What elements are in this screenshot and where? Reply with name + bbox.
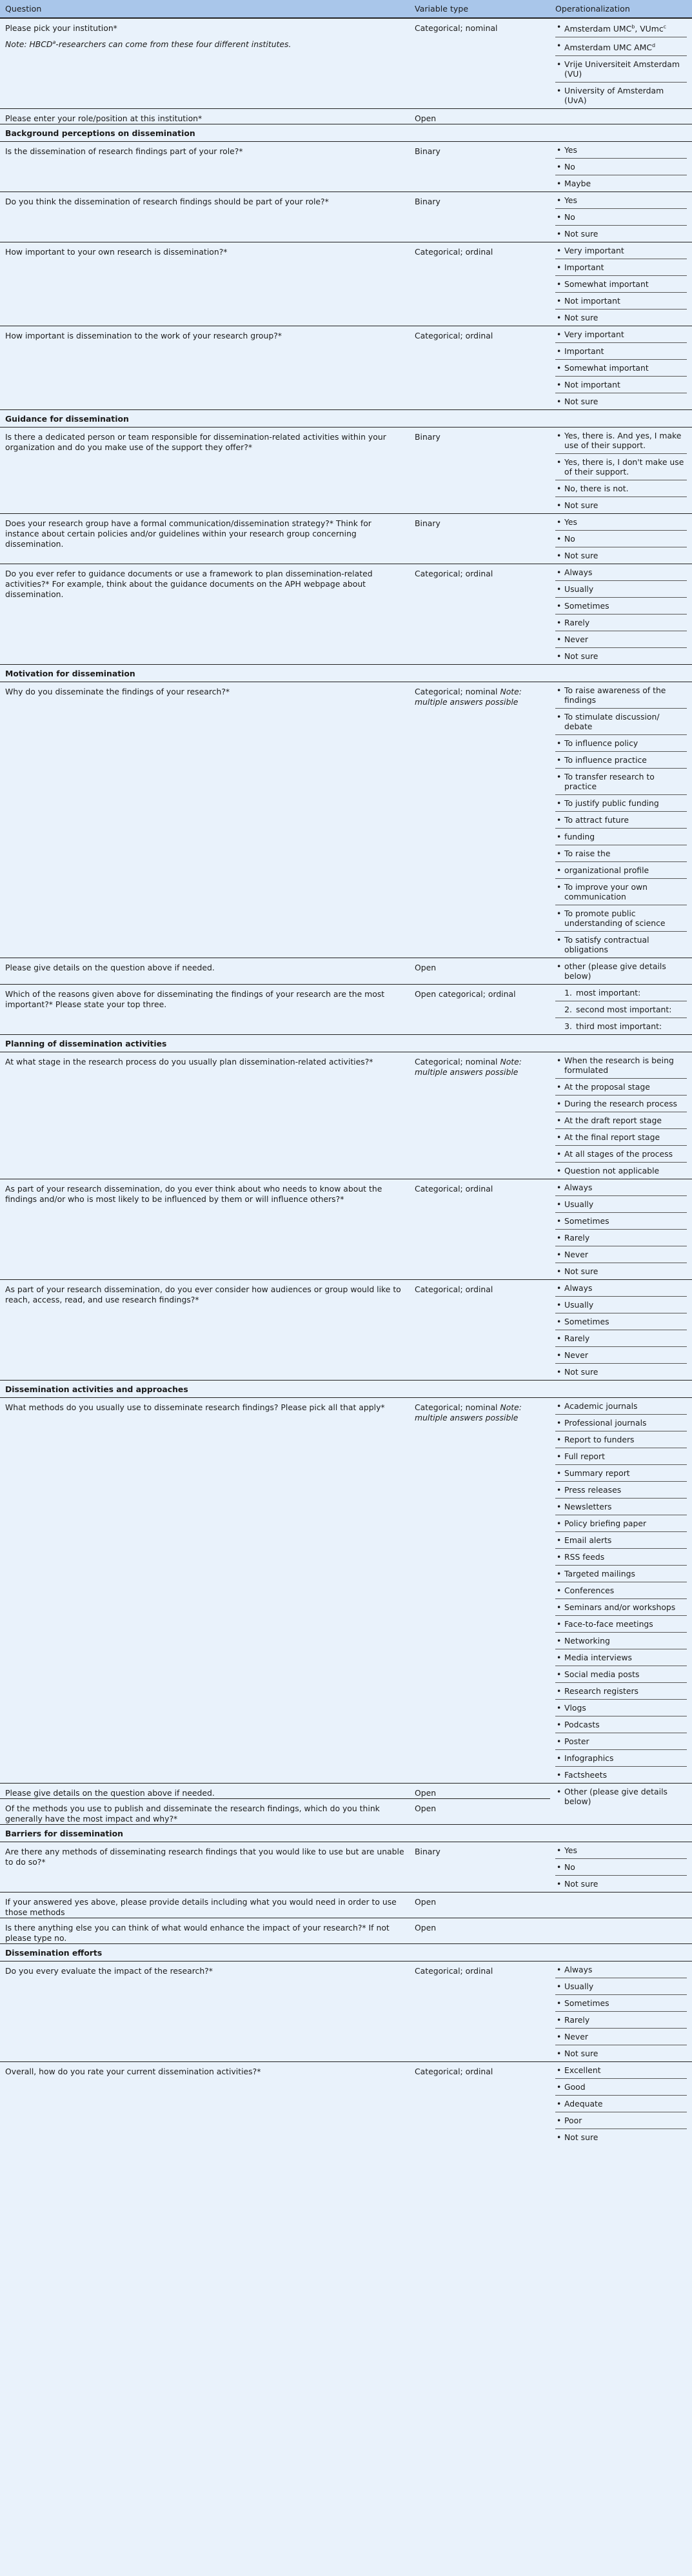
option-item: • Not sure [555, 2129, 687, 2145]
question-cell [0, 1052, 410, 1179]
variable-type-cell: Open [410, 1893, 550, 1918]
question-row [0, 326, 692, 410]
operationalization-cell [550, 1179, 692, 1280]
question-row [0, 1893, 692, 1918]
option-item: • Social media posts [555, 1666, 687, 1683]
section-title: Background perceptions on dissemination [0, 124, 692, 142]
question-cell [0, 1799, 410, 1825]
question-cell [0, 18, 410, 109]
operationalization-cell [550, 1893, 692, 1918]
operationalization-cell [550, 1961, 692, 2062]
option-item: • Not sure [555, 497, 687, 513]
option-item: • Yes, there is, I don't make use of their support. [555, 454, 687, 480]
option-item: • To raise the [555, 845, 687, 862]
variable-type-note: Note: multiple answers possible [415, 1057, 522, 1077]
question-cell [0, 1784, 410, 1799]
question-text: At what stage in the research process do you usually plan dissemination-related activities?* [5, 1057, 373, 1067]
operationalization-cell [550, 109, 692, 124]
option-item: • Not sure [555, 547, 687, 564]
variable-type-cell: Categorical; nominal Note: multiple answers possible [410, 1398, 550, 1784]
question-text: Is there a dedicated person or team responsible for dissemination-related activities within your organization and do you make use of the support they offer?* [5, 432, 386, 453]
operationalization-cell [550, 564, 692, 665]
variable-type-cell: Binary [410, 1842, 550, 1893]
operationalization-cell [550, 985, 692, 1035]
option-item: • Face-to-face meetings [555, 1616, 687, 1633]
section-header-row [0, 1035, 692, 1052]
question-cell [0, 428, 410, 514]
option-item: • To influence policy [555, 735, 687, 752]
option-item: • Rarely [555, 2012, 687, 2029]
operationalization-cell [550, 1842, 692, 1893]
header-variable-type: Variable type [410, 0, 550, 18]
option-list [555, 564, 687, 664]
variable-type-cell: Binary [410, 428, 550, 514]
variable-type-cell: Open [410, 1799, 550, 1825]
section-title: Dissemination efforts [0, 1944, 692, 1961]
option-item: • Maybe [555, 175, 687, 192]
question-row [0, 2062, 692, 2146]
option-item: • Good [555, 2079, 687, 2096]
option-item: • Not sure [555, 310, 687, 326]
option-item: • Not sure [555, 1876, 687, 1892]
question-cell [0, 1179, 410, 1280]
option-item: • Podcasts [555, 1716, 687, 1733]
question-cell [0, 1918, 410, 1944]
option-item: • Adequate [555, 2096, 687, 2112]
option-item: • Very important [555, 326, 687, 343]
operationalization-cell [550, 1918, 692, 1944]
question-cell [0, 985, 410, 1035]
option-item: • Never [555, 1246, 687, 1263]
option-item: • Always [555, 1179, 687, 1196]
operationalization-cell [550, 1784, 692, 1825]
question-text: Are there any methods of disseminating research findings that you would like to use but are unable to do so?* [5, 1847, 404, 1867]
option-list [555, 19, 687, 108]
option-item: • To promote public understanding of science [555, 905, 687, 932]
option-item: • Usually [555, 581, 687, 598]
question-text: Which of the reasons given above for disseminating the findings of your research are the most important?* Please state your top three. [5, 989, 385, 1010]
section-header-row [0, 1825, 692, 1842]
question-text: If your answered yes above, please provide details including what you would need in order to use those methods [5, 1897, 397, 1918]
operationalization-cell [550, 958, 692, 985]
variable-type-cell: Categorical; nominal Note: multiple answers possible [410, 682, 550, 958]
question-text: As part of your research dissemination, do you ever think about who needs to know about the findings and/or who is most likely to be influenced by them or will influence others?* [5, 1184, 382, 1204]
section-header-row [0, 410, 692, 428]
question-row [0, 1918, 692, 1944]
variable-type-cell: Binary [410, 514, 550, 564]
section-title: Motivation for dissemination [0, 665, 692, 682]
option-item: • No [555, 1859, 687, 1876]
option-item: • University of Amsterdam (UvA) [555, 83, 687, 108]
section-header-row [0, 1381, 692, 1398]
operationalization-cell [550, 1052, 692, 1179]
question-cell [0, 326, 410, 410]
variable-type-cell: Categorical; ordinal [410, 564, 550, 665]
option-item: • Never [555, 2029, 687, 2045]
option-item: • Newsletters [555, 1499, 687, 1515]
option-item: • Somewhat important [555, 360, 687, 377]
option-item: • Usually [555, 1196, 687, 1213]
option-item: • To attract future [555, 812, 687, 829]
option-item: • Rarely [555, 1330, 687, 1347]
option-item: • Sometimes [555, 1313, 687, 1330]
option-item: • Targeted mailings [555, 1566, 687, 1582]
option-list [555, 1784, 687, 1809]
question-row [0, 1961, 692, 2062]
option-item: • Not important [555, 377, 687, 393]
option-item: • Always [555, 1280, 687, 1297]
option-item: • organizational profile [555, 862, 687, 879]
operationalization-cell [550, 1398, 692, 1784]
option-item: • Sometimes [555, 1995, 687, 2012]
variable-type-cell: Categorical; ordinal [410, 242, 550, 326]
option-list [555, 985, 687, 1034]
option-item: • To stimulate discussion/ debate [555, 709, 687, 735]
option-list [555, 958, 687, 984]
question-text: Please enter your role/position at this institution* [5, 113, 203, 124]
variable-type-cell: Categorical; ordinal [410, 1179, 550, 1280]
question-cell [0, 1398, 410, 1784]
operationalization-cell [550, 192, 692, 242]
option-item: • Full report [555, 1448, 687, 1465]
option-list [555, 242, 687, 326]
question-text: Do you ever refer to guidance documents or use a framework to plan dissemination-related activities?* For example, think about the guidance documents on the APH webpage about dissemination. [5, 569, 373, 600]
option-item: • Poster [555, 1733, 687, 1750]
option-item: • No [555, 159, 687, 175]
variable-type-cell: Open [410, 1918, 550, 1944]
question-cell [0, 192, 410, 242]
variable-type-cell: Open [410, 958, 550, 985]
option-item: • Important [555, 343, 687, 360]
question-row [0, 514, 692, 564]
option-item: • Always [555, 1961, 687, 1978]
option-item: • Infographics [555, 1750, 687, 1767]
question-cell [0, 1842, 410, 1893]
option-item: • Professional journals [555, 1415, 687, 1431]
variable-type-cell: Binary [410, 142, 550, 192]
option-list [555, 192, 687, 242]
option-item: • Factsheets [555, 1767, 687, 1783]
option-item: • funding [555, 829, 687, 845]
option-list [555, 1842, 687, 1892]
section-title: Dissemination activities and approaches [0, 1381, 692, 1398]
option-item: • No [555, 209, 687, 226]
section-title: Planning of dissemination activities [0, 1035, 692, 1052]
operationalization-cell [550, 682, 692, 958]
option-item: • Media interviews [555, 1649, 687, 1666]
variable-type-cell: Open [410, 109, 550, 124]
option-item: • Yes [555, 514, 687, 531]
option-item: • Not sure [555, 1364, 687, 1380]
operationalization-cell [550, 326, 692, 410]
variable-type-cell: Categorical; ordinal [410, 2062, 550, 2146]
option-item: • Amsterdam UMC$^b$, VUmc$^c$ [555, 19, 687, 37]
option-item: • At all stages of the process [555, 1146, 687, 1163]
question-row [0, 1842, 692, 1893]
option-item: • Rarely [555, 615, 687, 631]
option-list [555, 1398, 687, 1783]
option-item: • During the research process [555, 1096, 687, 1112]
question-text: Please give details on the question above if needed. [5, 1788, 215, 1798]
option-item: • Not important [555, 293, 687, 310]
variable-type-note: Note: multiple answers possible [415, 687, 522, 707]
option-list [555, 428, 687, 513]
option-item: • No [555, 531, 687, 547]
question-text: Do you every evaluate the impact of the research?* [5, 1966, 213, 1976]
question-text: How important to your own research is dissemination?* [5, 247, 228, 257]
question-row [0, 682, 692, 958]
option-item: • To raise awareness of the findings [555, 682, 687, 709]
option-item: • To influence practice [555, 752, 687, 769]
option-list [555, 326, 687, 409]
question-cell [0, 1893, 410, 1918]
option-item: 1. most important: [555, 985, 687, 1001]
question-cell [0, 109, 410, 124]
question-row [0, 1784, 692, 1799]
question-row [0, 1280, 692, 1381]
question-row [0, 142, 692, 192]
option-item: • To transfer research to practice [555, 769, 687, 795]
section-header-row [0, 124, 692, 142]
question-text: Why do you disseminate the findings of your research?* [5, 687, 230, 697]
option-list [555, 1961, 687, 2061]
option-item: • other (please give details below) [555, 958, 687, 984]
option-item: • Press releases [555, 1482, 687, 1499]
option-item: • Vlogs [555, 1700, 687, 1716]
question-text: What methods do you usually use to disseminate research findings? Please pick all that apply* [5, 1402, 385, 1413]
variable-type-cell: Binary [410, 192, 550, 242]
variable-type-cell: Categorical; ordinal [410, 1280, 550, 1381]
section-header-row [0, 1944, 692, 1961]
option-item: • Never [555, 1347, 687, 1364]
variable-type-cell: Categorical; nominal [410, 18, 550, 109]
option-item: • Research registers [555, 1683, 687, 1700]
option-item: • Very important [555, 242, 687, 259]
question-row [0, 958, 692, 985]
section-title: Guidance for dissemination [0, 410, 692, 428]
operationalization-cell [550, 2062, 692, 2146]
option-list [555, 2062, 687, 2145]
question-row [0, 242, 692, 326]
question-row [0, 1398, 692, 1784]
question-row [0, 1052, 692, 1179]
option-item: • Poor [555, 2112, 687, 2129]
option-list [555, 142, 687, 192]
option-item: • Policy briefing paper [555, 1515, 687, 1532]
question-note: Note: HBCD$^a$-researchers can come from these four different institutes. [5, 39, 292, 50]
option-item: 2. second most important: [555, 1001, 687, 1018]
option-list [555, 1052, 687, 1179]
option-item: • Question not applicable [555, 1163, 687, 1179]
question-cell [0, 514, 410, 564]
variable-type-note: Note: multiple answers possible [415, 1402, 522, 1423]
option-item: • Vrije Universiteit Amsterdam (VU) [555, 56, 687, 83]
option-item: • Yes [555, 1842, 687, 1859]
question-row [0, 985, 692, 1035]
variable-type-cell: Open categorical; ordinal [410, 985, 550, 1035]
question-text: Please give details on the question above if needed. [5, 963, 215, 973]
option-item: • Not sure [555, 393, 687, 409]
option-item: • Rarely [555, 1230, 687, 1246]
question-cell [0, 682, 410, 958]
option-item: • Not sure [555, 1263, 687, 1279]
question-row [0, 1179, 692, 1280]
option-item: • Amsterdam UMC AMC$^d$ [555, 37, 687, 56]
question-text: Of the methods you use to publish and disseminate the research findings, which do you think generally have the most impact and why?* [5, 1804, 380, 1824]
operationalization-cell [550, 428, 692, 514]
option-item: • At the final report stage [555, 1129, 687, 1146]
question-cell [0, 2062, 410, 2146]
question-row [0, 192, 692, 242]
option-list [555, 514, 687, 564]
question-cell [0, 242, 410, 326]
option-item: • When the research is being formulated [555, 1052, 687, 1079]
option-item: • Summary report [555, 1465, 687, 1482]
header-question: Question [0, 0, 410, 18]
option-item: • To justify public funding [555, 795, 687, 812]
section-title: Barriers for dissemination [0, 1825, 692, 1842]
option-item: • At the draft report stage [555, 1112, 687, 1129]
variable-type-cell: Categorical; ordinal [410, 1961, 550, 2062]
option-item: 3. third most important: [564, 1021, 662, 1032]
option-item: • Yes, there is. And yes, I make use of their support. [555, 428, 687, 454]
option-item: • Yes [555, 192, 687, 209]
question-text: How important is dissemination to the work of your research group?* [5, 331, 282, 341]
question-text: Do you think the dissemination of research findings should be part of your role?* [5, 197, 329, 207]
option-list [555, 682, 687, 958]
option-item: • Usually [555, 1978, 687, 1995]
table-body [0, 18, 692, 2145]
question-cell [0, 1961, 410, 2062]
question-cell [0, 564, 410, 665]
question-row [0, 564, 692, 665]
option-item: • To satisfy contractual obligations [555, 932, 687, 958]
question-text: Please pick your institution* [5, 23, 117, 33]
operationalization-cell [550, 142, 692, 192]
header-row [0, 0, 692, 18]
question-text: Does your research group have a formal communication/dissemination strategy?* Think for instance about certain policies and/or guidelines within your research group concerning dissemination. [5, 518, 371, 549]
option-item: • Somewhat important [555, 276, 687, 293]
option-item: • RSS feeds [555, 1549, 687, 1566]
option-item: • Never [555, 631, 687, 648]
operationalization-cell [550, 1280, 692, 1381]
option-item: • Not sure [555, 2045, 687, 2061]
option-item: • Seminars and/or workshops [555, 1599, 687, 1616]
question-cell [0, 1280, 410, 1381]
operationalization-cell [550, 18, 692, 109]
question-text: As part of your research dissemination, do you ever consider how audiences or group would like to reach, access, read, and use research findings?* [5, 1284, 401, 1305]
option-item: • Important [555, 259, 687, 276]
question-text: Is there anything else you can think of what would enhance the impact of your research?* If not please type no. [5, 1923, 390, 1943]
option-item: • Report to funders [555, 1431, 687, 1448]
question-text: Is the dissemination of research findings part of your role?* [5, 146, 243, 157]
option-item: • Email alerts [555, 1532, 687, 1549]
option-item: • No, there is not. [555, 480, 687, 497]
option-list [555, 1179, 687, 1279]
option-item: • Always [555, 564, 687, 581]
option-item: • Networking [555, 1633, 687, 1649]
option-item: • Sometimes [555, 1213, 687, 1230]
question-cell [0, 958, 410, 985]
operationalization-cell [550, 514, 692, 564]
option-item: • Yes [555, 142, 687, 159]
option-item: • To improve your own communication [555, 879, 687, 905]
option-item: • Usually [555, 1297, 687, 1313]
option-item: • Sometimes [555, 598, 687, 615]
variable-type-cell: Categorical; nominal Note: multiple answers possible [410, 1052, 550, 1179]
option-item: • Not sure [555, 226, 687, 242]
operationalization-cell [550, 242, 692, 326]
option-item: • At the proposal stage [555, 1079, 687, 1096]
option-item: • Conferences [555, 1582, 687, 1599]
question-row [0, 428, 692, 514]
question-cell [0, 142, 410, 192]
section-header-row [0, 665, 692, 682]
option-item: • Other (please give details below) [555, 1784, 687, 1809]
option-list [555, 1280, 687, 1380]
question-text: Overall, how do you rate your current dissemination activities?* [5, 2067, 261, 2077]
variable-type-cell: Open [410, 1784, 550, 1799]
header-operationalization: Operationalization [550, 0, 692, 18]
option-item: • Excellent [555, 2062, 687, 2079]
option-item: • Academic journals [555, 1398, 687, 1415]
variable-type-cell: Categorical; ordinal [410, 326, 550, 410]
option-item: • Not sure [555, 648, 687, 664]
question-row [0, 109, 692, 124]
question-row [0, 18, 692, 109]
